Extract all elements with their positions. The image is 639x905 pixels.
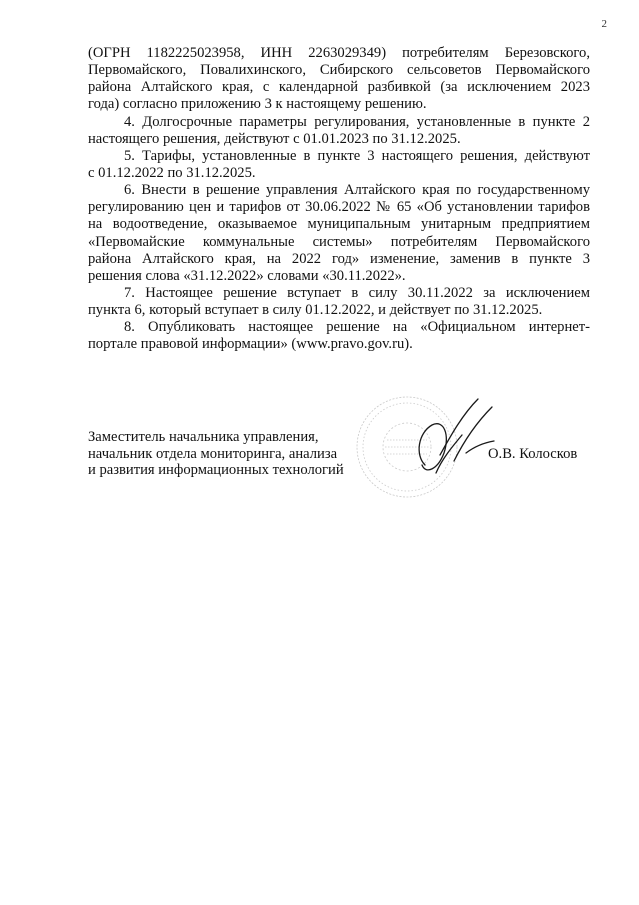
text-line: решения слова «31.12.2022» словами «30.11.2022». (88, 267, 406, 284)
text-line: района Алтайского края, с календарной разбивкой (за исключением 2023 (88, 79, 590, 96)
text-line: 4. Долгосрочные параметры регулирования, установленные в пункте 2 (124, 113, 590, 130)
signer-name: О.В. Колосков (488, 446, 578, 462)
position-line: Заместитель начальника управления, (88, 429, 319, 445)
text-line: Первомайского, Повалихинского, Сибирского сельсоветов Первомайского (88, 62, 590, 79)
paragraph-item-4 (88, 114, 590, 148)
text-line: регулированию цен и тарифов от 30.06.2022 № 65 «Об установлении тарифов (88, 199, 590, 216)
text-line: района Алтайского края, на 2022 год» изменение, заменив в пункте 3 (88, 250, 590, 267)
paragraph-item-6 (88, 182, 590, 285)
text-line: 5. Тарифы, установленные в пункте 3 настоящего решения, действуют (124, 147, 590, 164)
paragraph-item-7 (88, 285, 590, 319)
paragraph-item-5 (88, 148, 590, 182)
text-line: 8. Опубликовать настоящее решение на «Официальном интернет- (124, 319, 590, 336)
text-line: (ОГРН 1182225023958, ИНН 2263029349) потребителям Березовского, (88, 45, 590, 61)
page-number: 2 (601, 18, 607, 30)
text-line: 7. Настоящее решение вступает в силу 30.11.2022 за исключением (124, 284, 590, 301)
decision-body (88, 45, 590, 354)
text-line: на водоотведение, оказываемое муниципальным унитарным предприятием (88, 216, 590, 233)
text-line: года) согласно приложению 3 к настоящему решению. (88, 96, 427, 113)
text-line: 6. Внести в решение управления Алтайского края по государственному (124, 182, 590, 199)
position-line: и развития информационных технологий (88, 462, 344, 478)
text-line: настоящего решения, действуют с 01.01.2023 по 31.12.2025. (88, 130, 461, 147)
position-line: начальник отдела мониторинга, анализа (88, 445, 338, 462)
text-line: пункта 6, который вступает в силу 01.12.2022, и действует по 31.12.2025. (88, 302, 543, 319)
text-line: «Первомайские коммунальные системы» потребителям Первомайского (88, 233, 590, 250)
paragraph-item-8 (88, 319, 590, 353)
paragraph-continuation (88, 45, 590, 114)
handwritten-signature (370, 395, 520, 495)
signatory-position (88, 429, 388, 479)
text-line: с 01.12.2022 по 31.12.2025. (88, 164, 256, 181)
text-line: портале правовой информации» (www.pravo.gov.ru). (88, 336, 413, 353)
